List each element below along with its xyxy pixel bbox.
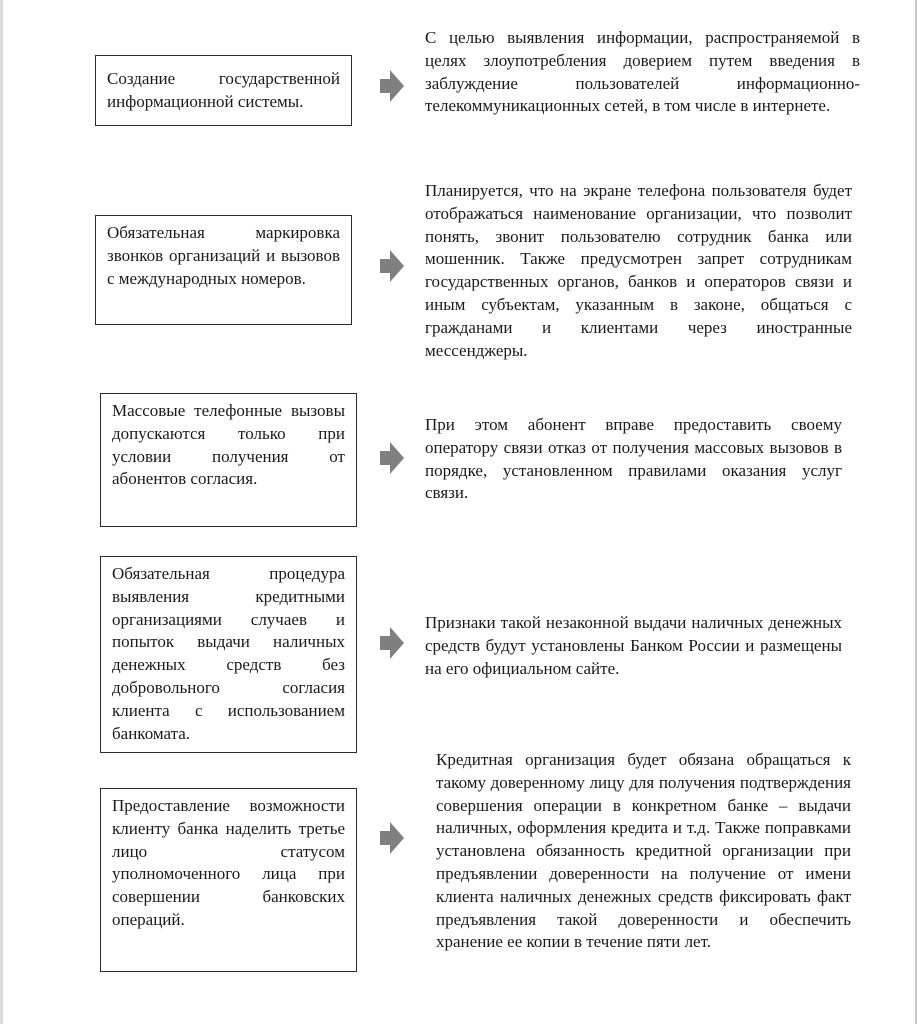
measure-box-3 (100, 393, 357, 527)
detail-text-2: Планируется, что на экране телефона пользователя будет отображаться наименование организации, что позволит понять, звонит пользователю сотрудник банка или мошенник. Также предусмотрен запрет сотрудникам государственных органов, банков и операторов связи и иным субъектам, указанным в законе, общаться с гражданами и клиентами через иностранные мессенджеры. (425, 181, 852, 360)
measure-text-2: Обязательная маркировка звонков организаций и вызовов с международных номеров. (107, 223, 340, 288)
measure-box-2 (95, 215, 352, 325)
measure-text-5: Предоставление возможности клиенту банка наделить третье лицо статусом уполномоченного лица при совершении банковских операций. (112, 796, 345, 929)
detail-text-4: Признаки такой незаконной выдачи наличных денежных средств будут установлены Банком России и размещены на его официальном сайте. (425, 613, 842, 678)
right-arrow-icon (380, 442, 404, 474)
right-arrow-icon (380, 250, 404, 282)
measure-text-3: Массовые телефонные вызовы допускаются только при условии получения от абонентов согласия. (112, 401, 345, 489)
measure-box-1 (95, 55, 352, 126)
right-arrow-icon (380, 627, 404, 659)
measure-text-4: Обязательная процедура выявления кредитными организациями случаев и попыток выдачи наличных денежных средств без добровольного согласия клиента с использованием банкомата. (112, 564, 345, 743)
measure-box-5 (100, 788, 357, 972)
measure-box-4 (100, 556, 357, 753)
page-edge-left (0, 0, 3, 1024)
detail-text-1: С целью выявления информации, распространяемой в целях злоупотребления доверием путем введения в заблуждение пользователей информационно-телекоммуникационных сетей, в том числе в интернете. (425, 28, 860, 116)
measure-text-1: Создание государственной информационной системы. (107, 68, 340, 111)
detail-text-5: Кредитная организация будет обязана обращаться к такому доверенному лицу для получения подтверждения совершения операции в конкретном банке – выдачи наличных, оформления кредита и т.д. Также поправками установлена обязанность кредитной организации при предъявлении доверенности на получение от имени клиента наличных денежных средств фиксировать факт предъявления такой доверенности и обеспечить хранение ее копии в течение пяти лет. (436, 750, 851, 952)
right-arrow-icon (380, 822, 404, 854)
detail-text-3: При этом абонент вправе предоставить своему оператору связи отказ от получения массовых вызовов в порядке, установленном правилами оказания услуг связи. (425, 415, 842, 503)
right-arrow-icon (380, 70, 404, 102)
